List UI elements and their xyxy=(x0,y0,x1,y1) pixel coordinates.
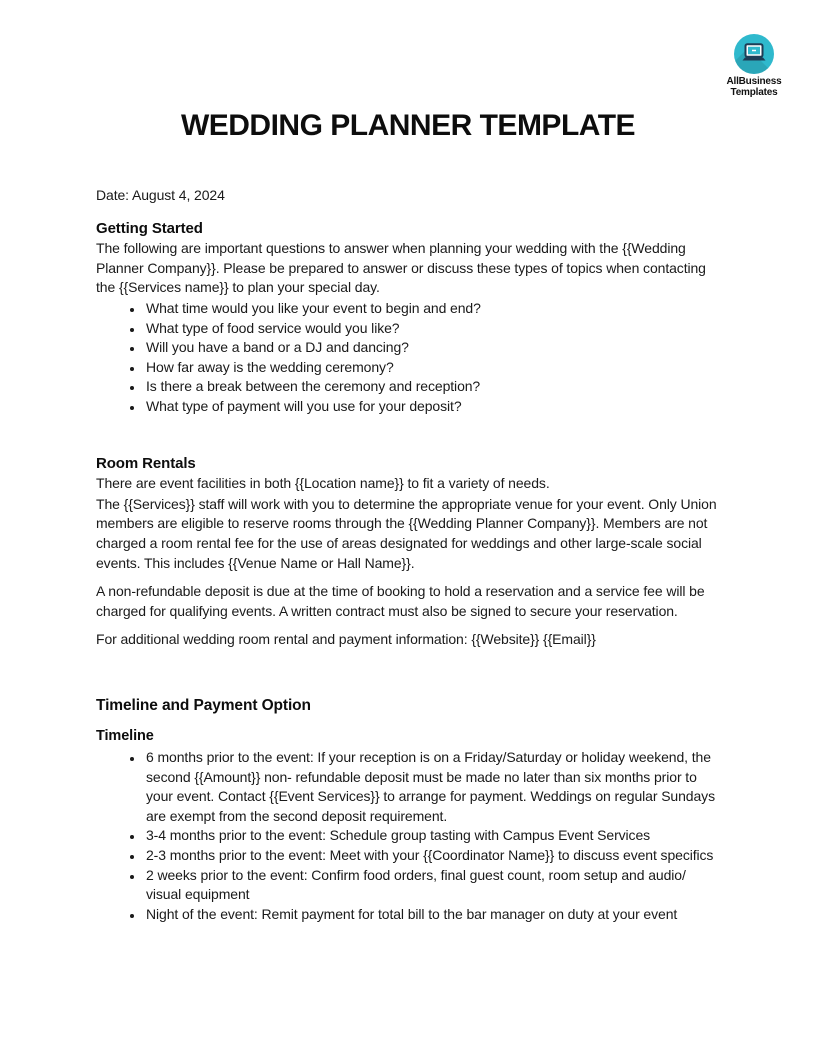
logo-brand-line1: AllBusiness xyxy=(726,76,782,87)
getting-started-list xyxy=(96,299,720,417)
heading-room-rentals: Room Rentals xyxy=(96,454,196,472)
document-body xyxy=(96,186,720,924)
list-item: • 2-3 months prior to the event: Meet with your {{Coordinator Name}} to discuss event specifics xyxy=(144,846,720,866)
room-rentals-paragraph-4: For additional wedding room rental and payment information: {{Website}} {{Email}} xyxy=(96,631,596,648)
laptop-icon xyxy=(739,39,769,69)
list-item: • 3-4 months prior to the event: Schedule group tasting with Campus Event Services xyxy=(144,826,720,846)
date-line: Date: August 4, 2024 xyxy=(96,187,225,203)
list-item: • Night of the event: Remit payment for total bill to the bar manager on duty at your event xyxy=(144,905,720,925)
room-rentals-paragraph-1: There are event facilities in both {{Location name}} to fit a variety of needs. xyxy=(96,475,550,492)
list-item: • What type of payment will you use for your deposit? xyxy=(144,397,720,417)
getting-started-intro: The following are important questions to answer when planning your wedding with the {{Wedding Planner Company}}. Please be prepared to answer or discuss these types of topics when contacting the {{Services name}} to plan your special day. xyxy=(96,240,706,296)
room-rentals-paragraph-2: The {{Services}} staff will work with you to determine the appropriate venue for your event. Only Union members are eligible to reserve rooms through the {{Wedding Planner Company}}. Members are not charged a room rental fee for the use of areas designated for weddings and other large-scale social events. This includes {{Venue Name or Hall Name}}. xyxy=(96,495,717,571)
list-item: • 6 months prior to the event: If your reception is on a Friday/Saturday or holiday weekend, the second {{Amount}} non- refundable deposit must be made no later than six months prior to your event. Contact {{Event Services}} to arrange for payment. Weddings on regular Sundays are exempt from the second deposit requirement. xyxy=(144,748,720,826)
logo-brand-text xyxy=(726,76,781,98)
page-title: WEDDING PLANNER TEMPLATE xyxy=(180,109,636,142)
allbusiness-templates-logo xyxy=(726,34,782,98)
heading-timeline-payment-option: Timeline and Payment Option xyxy=(96,696,311,714)
logo-badge xyxy=(734,34,774,74)
list-item: • 2 weeks prior to the event: Confirm food orders, final guest count, room setup and audio/ visual equipment xyxy=(144,866,720,905)
room-rentals-paragraph-3: A non-refundable deposit is due at the time of booking to hold a reservation and a service fee will be charged for qualifying events. A written contract must also be signed to secure your reservation. xyxy=(96,583,705,619)
list-item: • How far away is the wedding ceremony? xyxy=(144,358,720,378)
list-item: • Will you have a band or a DJ and dancing? xyxy=(144,338,720,358)
list-item: • What type of food service would you like? xyxy=(144,319,720,339)
timeline-list xyxy=(96,748,720,924)
logo-brand-line2: Templates xyxy=(730,87,778,98)
list-item: • What time would you like your event to begin and end? xyxy=(144,299,720,319)
subheading-timeline: Timeline xyxy=(96,728,154,745)
list-item: • Is there a break between the ceremony and reception? xyxy=(144,377,720,397)
heading-getting-started: Getting Started xyxy=(96,219,203,237)
